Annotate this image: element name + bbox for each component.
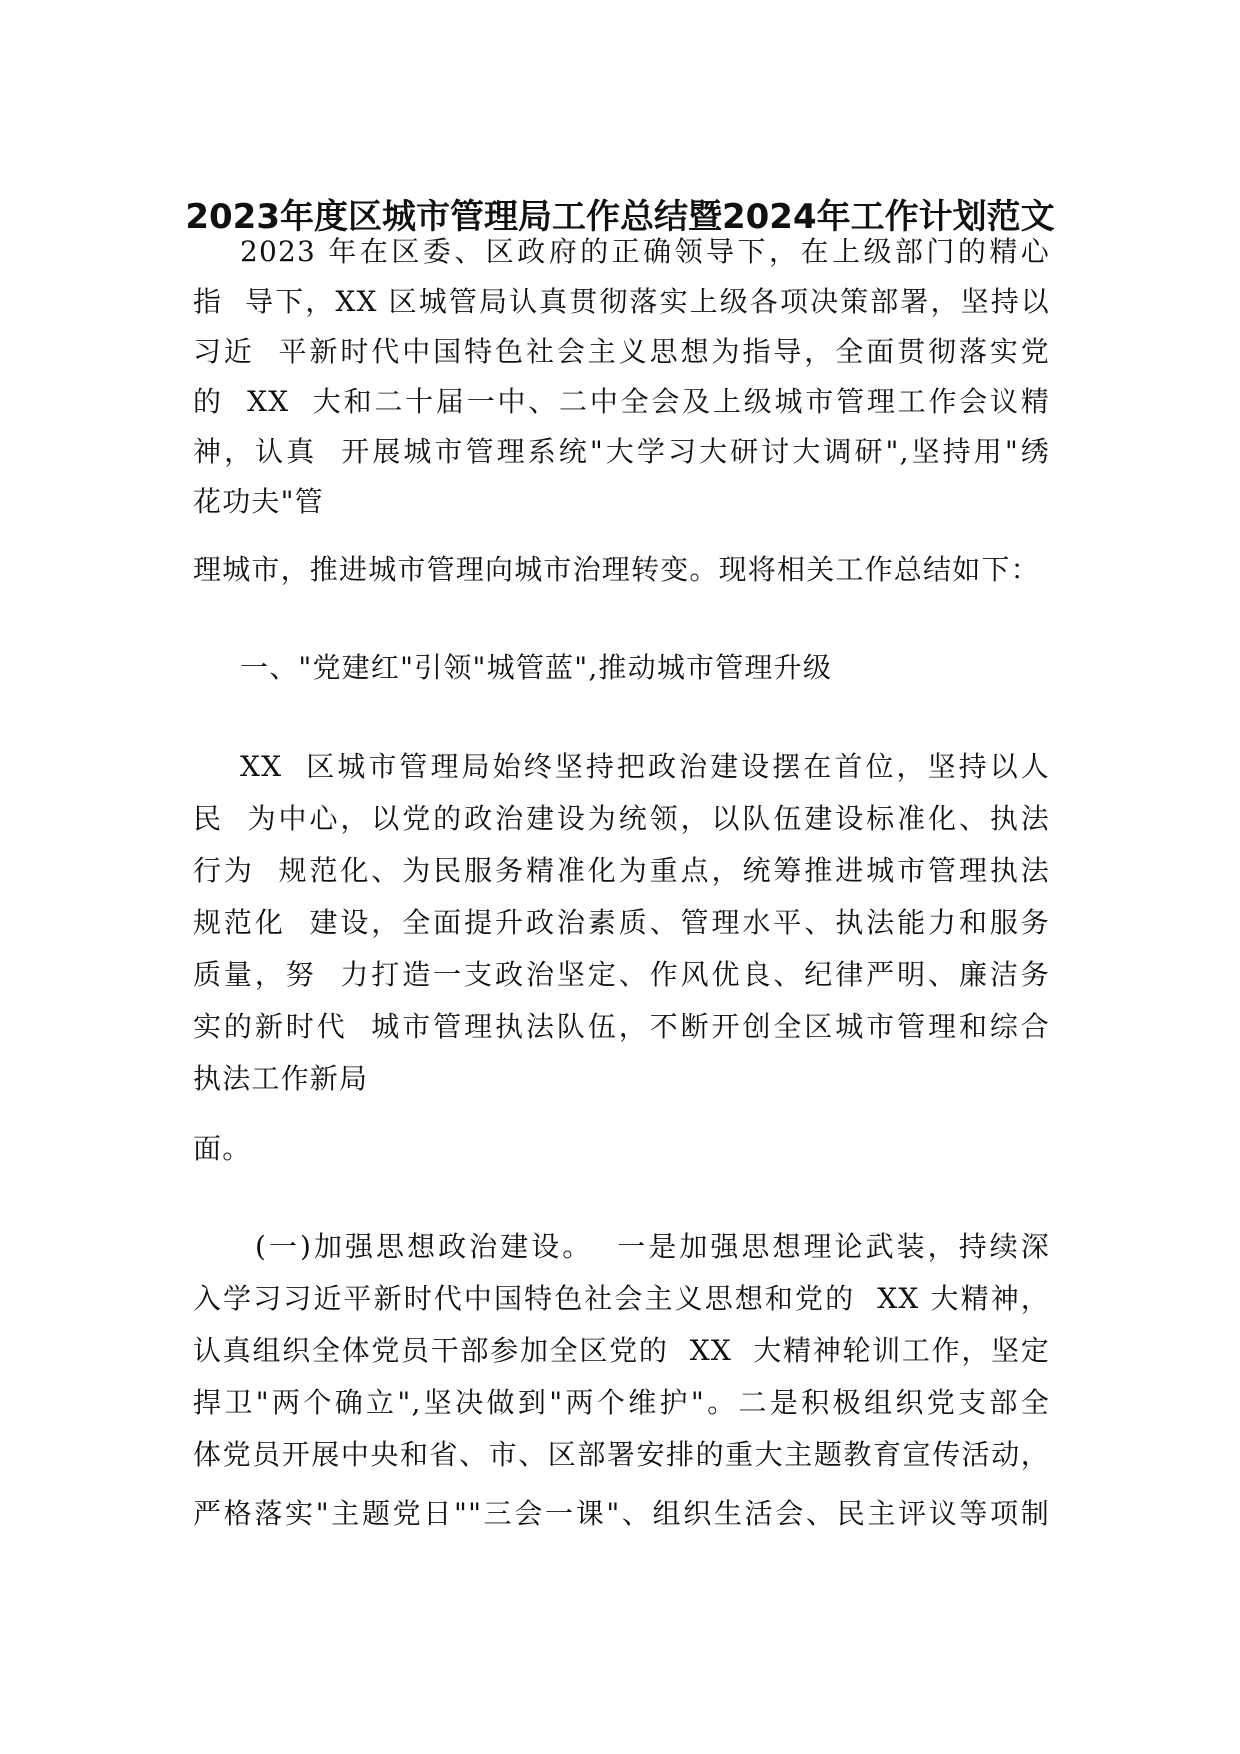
intro-line-2: 指 导下，XX 区城管局认真贯彻落实上级各项决策部署，坚持以 [193, 285, 1050, 318]
section-1-line-7: 执法工作新局 [193, 1062, 369, 1095]
subsection-1-line-1: (一)加强思想政治建设。 一是加强思想理论武装，持续深 [255, 1230, 1050, 1263]
intro-line-6: 花功夫"管 [193, 485, 324, 518]
section-1-line-3: 行为 规范化、为民服务精准化为重点，统筹推进城市管理执法 [193, 854, 1050, 887]
intro-continued-line: 理城市，推进城市管理向城市治理转变。现将相关工作总结如下： [193, 553, 1040, 586]
subsection-1-line-6: 严格落实"主题党日""三会一课"、组织生活会、民主评议等项制 [193, 1497, 1050, 1530]
subsection-1-line-2: 入学习习近平新时代中国特色社会主义思想和党的 XX 大精神， [193, 1282, 1050, 1315]
section-1-line-2: 民 为中心，以党的政治建设为统领，以队伍建设标准化、执法 [193, 802, 1050, 835]
document-title: 2023年度区城市管理局工作总结暨2024年工作计划范文 [185, 197, 1055, 237]
intro-line-3: 习近 平新时代中国特色社会主义思想为指导，全面贯彻落实党 [193, 335, 1050, 368]
intro-line-5: 神，认真 开展城市管理系统"大学习大研讨大调研",坚持用"绣 [193, 435, 1050, 468]
section-1-continued-line: 面。 [193, 1132, 252, 1165]
intro-line-4: 的 XX 大和二十届一中、二中全会及上级城市管理工作会议精 [193, 385, 1050, 418]
section-1-heading: 一、"党建红"引领"城管蓝",推动城市管理升级 [240, 651, 833, 684]
subsection-1-line-3: 认真组织全体党员干部参加全区党的 XX 大精神轮训工作，坚定 [193, 1334, 1050, 1367]
section-1-line-5: 质量，努 力打造一支政治坚定、作风优良、纪律严明、廉洁务 [193, 958, 1050, 991]
section-1-line-1: XX 区城市管理局始终坚持把政治建设摆在首位，坚持以人 [240, 750, 1050, 783]
section-1-line-4: 规范化 建设，全面提升政治素质、管理水平、执法能力和服务 [193, 906, 1050, 939]
section-1-line-6: 实的新时代 城市管理执法队伍，不断开创全区城市管理和综合 [193, 1010, 1050, 1043]
subsection-1-line-4: 捍卫"两个确立",坚决做到"两个维护"。二是积极组织党支部全 [193, 1386, 1050, 1419]
subsection-1-line-5: 体党员开展中央和省、市、区部署安排的重大主题教育宣传活动， [193, 1438, 1050, 1471]
intro-line-1: 2023 年在区委、区政府的正确领导下，在上级部门的精心 [240, 235, 1050, 268]
